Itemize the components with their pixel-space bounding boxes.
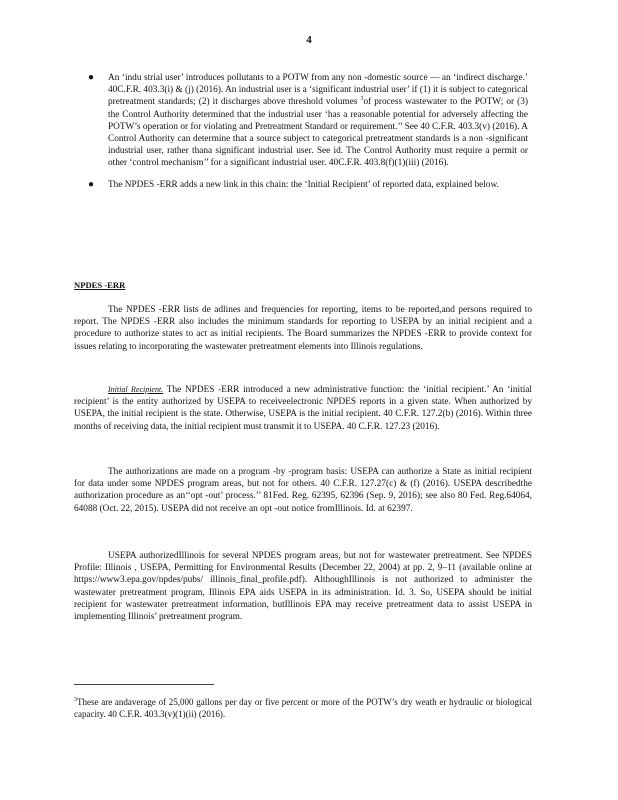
footnote-reference: 3 (360, 96, 364, 103)
section-heading: NPDES -ERR (74, 280, 126, 290)
bullet-item-indirect-discharge (88, 72, 528, 170)
footnote (74, 696, 532, 720)
paragraph-authorizations (74, 466, 532, 515)
page-number: 4 (306, 34, 312, 46)
footnote-text: These are andaverage of 25,000 gallons per day or five percent or more of the POTW’s dry weath er hydraulic or biological capacity. 40 C.F.R. 403.3(v)(1)(ii) (2016). (74, 697, 532, 719)
paragraph-illinois-authorization (74, 550, 532, 623)
bullet-item-initial-recipient (88, 179, 528, 191)
bullet-text-continued: of process wastewater to the POTW; or (3) the Control Authority determined that the industrial user ‘has a reasonable potential for adversely affecting the POTW’s operation or for violating and Pretreatment Standard or requirement.’’ See 40 C.F.R. 403.3(v) (2016). A Control Authority can determine that a source subject to categorical pretreatment standards is a non -significant industrial user, rather thana significant industrial user. See id. The Control Authority must require a permit or other ‘control mechanism’’ for a significant industrial user. 40C.F.R. 403.8(f)(1)(iii) (2016). (108, 97, 528, 169)
paragraph-overview (74, 304, 532, 353)
footnote-divider (74, 684, 214, 685)
bullet-list (88, 72, 528, 200)
bullet-text: The NPDES -ERR adds a new link in this chain: the ‘Initial Recipient’ of reported data, explained below. (108, 179, 499, 190)
bullet-dot-icon: ● (88, 72, 95, 83)
paragraph-text: The NPDES -ERR introduced a new administrative function: the ‘initial recipient.’ An ‘initial recipient’ is the entity authorized by USEPA to receiveelectronic NPDES reports in a given state. When authorized by USEPA, the initial recipient is the state. Otherwise, USEPA is the initial recipient. 40 C.F.R. 127.2(b) (2016). Within three months of receiving data, the initial recipient must transmit it to USEPA. 40 C.F.R. 127.23 (2016). (74, 385, 532, 432)
run-in-heading: Initial Recipient. (108, 385, 164, 394)
paragraph-text: USEPA authorizedIllinois for several NPDES program areas, but not for wastewater pretreatment. See NPDES Profile: Illinois , USEPA, Permitting for Environmental Results (December 22, 2004) at pp. 2, 9–11 (available online at https://www3.epa.gov/npdes/pubs/ illinois_final_profile.pdf). AlthoughIllinois is not authorized to administer the wastewater pretreatment program, Illinois EPA aids USEPA in its administration. Id. 3. So, USEPA should be initial recipient for wastewater pretreatment information, butIllinois EPA may receive pretreatment data to assist USEPA in implementing Illinois’ pretreatment program. (74, 551, 532, 623)
bullet-dot-icon: ● (88, 178, 95, 190)
paragraph-text: The NPDES -ERR lists de adlines and frequencies for reporting, items to be reported,and persons required to report. The NPDES -ERR also includes the minimum standards for reporting to USEPA by an initial recipient and a procedure to authorize states to act as initial recipients. The Board summarizes the NPDES -ERR to provide context for issues relating to incorporating the wastewater pretreatment elements into Illinois regulations. (74, 305, 532, 352)
bullet-text: An ‘indu strial user’ introduces pollutants to a POTW from any non -domestic source — an ‘indirect discharge.’ 40C.F.R. 403.3(i) & (j) (2016). An industrial user is a ‘significant industrial user’ if (1) it is subject to categorical pretreatment standards; (2) it discharges above threshold volumes (108, 73, 528, 108)
paragraph-initial-recipient (74, 384, 532, 433)
footnote-number: 3 (74, 697, 77, 703)
paragraph-text: The authorizations are made on a program -by -program basis: USEPA can authorize a State as initial recipient for data under some NPDES program areas, but not for others. 40 C.F.R. 127.27(c) & (f) (2016). USEPA describedthe authorization procedure as an‘‘opt -out’ process.’’ 81Fed. Reg. 62395, 62396 (Sep. 9, 2016); see also 80 Fed. Reg.64064, 64088 (Oct. 22, 2015). USEPA did not receive an opt -out notice fromIllinois. Id. at 62397. (74, 467, 532, 514)
